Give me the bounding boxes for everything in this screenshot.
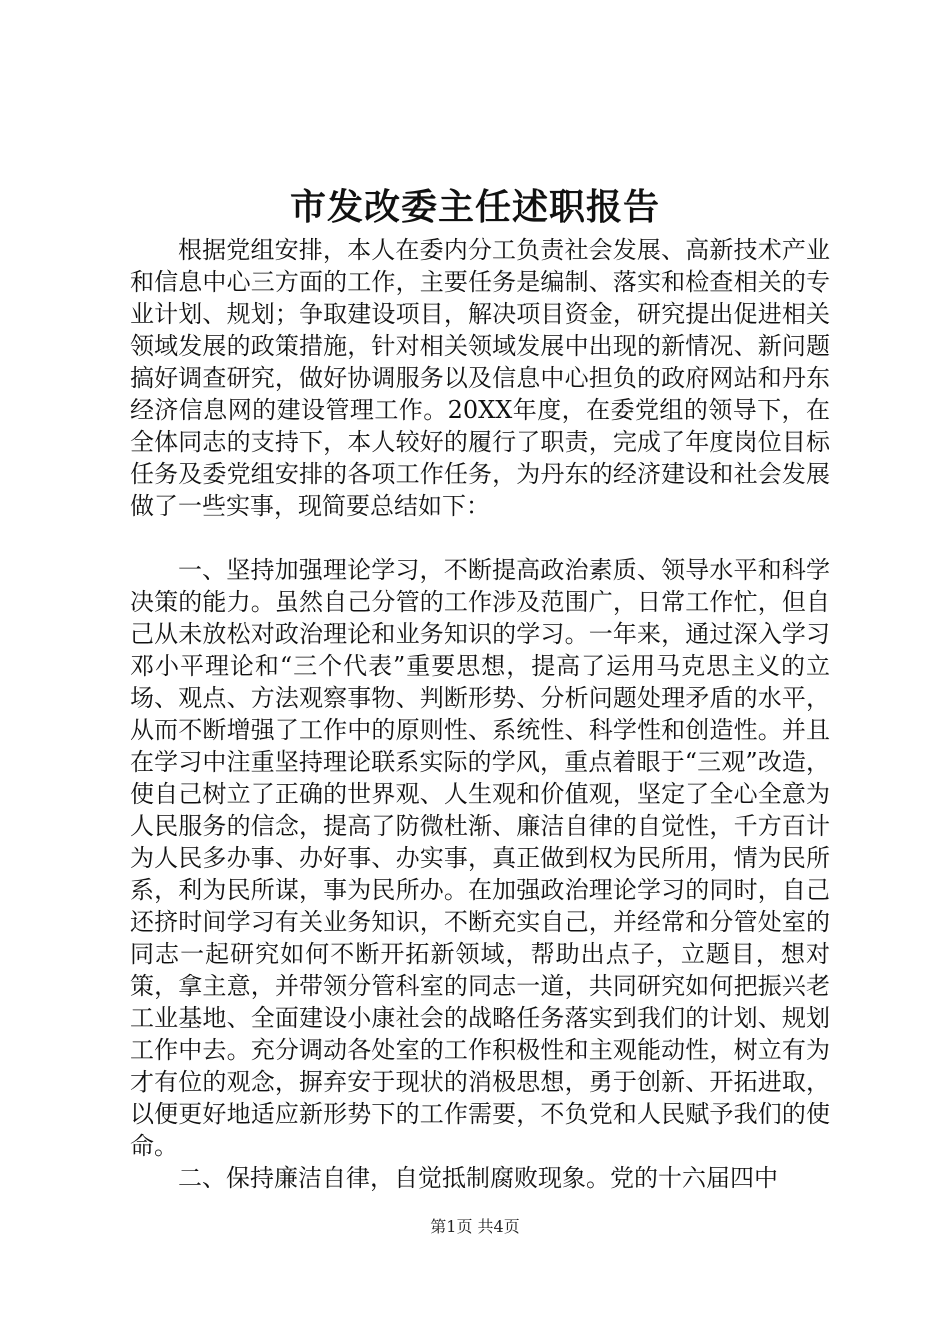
page-number-footer: 第1页 共4页 bbox=[430, 1217, 520, 1236]
paragraph-section-1: 一、坚持加强理论学习，不断提高政治素质、领导水平和科学决策的能力。虽然自己分管的工作涉及范围广，日常工作忙，但自己从未放松对政治理论和业务知识的学习。一年来，通过深入学习邓小平理论和“三个代表”重要思想，提高了运用马克思主义的立场、观点、方法观察事物、判断形势、分析问题处理矛盾的水平，从而不断增强了工作中的原则性、系统性、科学性和创造性。并且在学习中注重坚持理论联系实际的学风，重点着眼于“三观”改造，使自己树立了正确的世界观、人生观和价值观，坚定了全心全意为人民服务的信念，提高了防微杜渐、廉洁自律的自觉性，千方百计为人民多办事、办好事、办实事，真正做到权为民所用，情为民所系，利为民所谋，事为民所办。在加强政治理论学习的同时，自己还挤时间学习有关业务知识，不断充实自己，并经常和分管处室的同志一起研究如何不断开拓新领域，帮助出点子，立题目，想对策，拿主意，并带领分管科室的同志一道，共同研究如何把振兴老工业基地、全面建设小康社会的战略任务落实到我们的计划、规划工作中去。充分调动各处室的工作积极性和主观能动性，树立有为才有位的观念，摒弃安于现状的消极思想，勇于创新、开拓进取，以便更好地适应新形势下的工作需要，不负党和人民赋予我们的使命。 bbox=[130, 556, 830, 1160]
paragraph-section-2: 二、保持廉洁自律，自觉抵制腐败现象。党的十六届四中 bbox=[178, 1164, 778, 1192]
document-title: 市发改委主任述职报告 bbox=[289, 186, 660, 228]
document-body bbox=[130, 234, 830, 1194]
paragraph-intro: 根据党组安排，本人在委内分工负责社会发展、高新技术产业和信息中心三方面的工作，主要任务是编制、落实和检查相关的专业计划、规划；争取建设项目，解决项目资金，研究提出促进相关领域发展的政策措施，针对相关领域发展中出现的新情况、新问题搞好调查研究，做好协调服务以及信息中心担负的政府网站和丹东经济信息网的建设管理工作。20XX年度，在委党组的领导下，在全体同志的支持下，本人较好的履行了职责，完成了年度岗位目标任务及委党组安排的各项工作任务，为丹东的经济建设和社会发展做了一些实事，现简要总结如下： bbox=[130, 236, 830, 520]
